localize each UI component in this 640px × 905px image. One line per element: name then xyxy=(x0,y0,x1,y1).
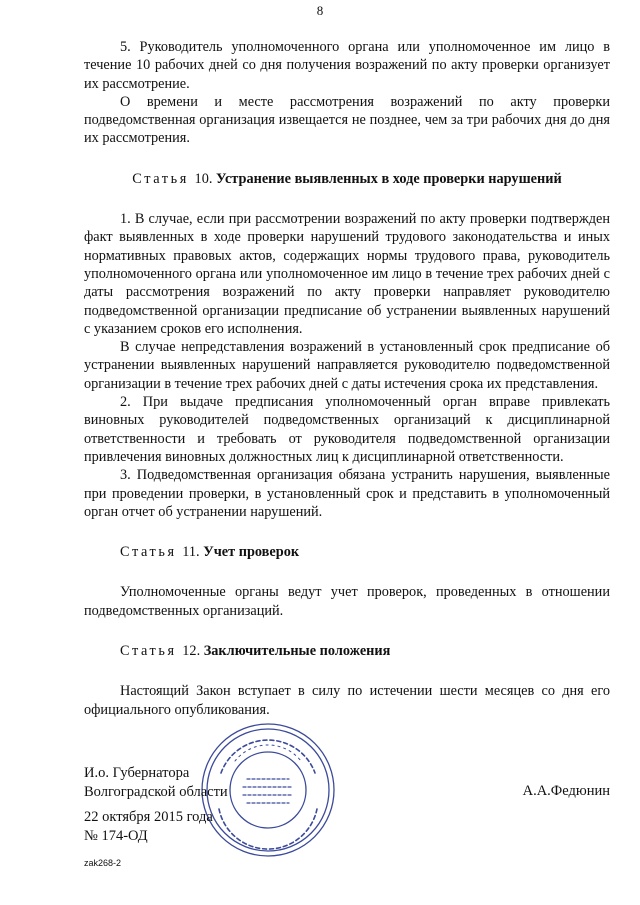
paragraph: 1. В случае, если при рассмотрении возражений по акту проверки подтвержден факт выявленных в ходе проверки нарушений трудового законодательства и иных нормативных правовых актов, содержащих нормы трудового права, руководитель уполномоченного органа или уполномоченное им лицо в течение трех рабочих дней с даты рассмотрения возражений по акту проверки направляет руководителю подведомственной организации предписание об устранении выявленных нарушений с указанием сроков его исполнения. xyxy=(84,211,610,337)
article-11-heading xyxy=(84,543,610,561)
signatory-name: А.А.Федюнин xyxy=(522,783,610,799)
date-block xyxy=(84,808,213,846)
document-body xyxy=(84,38,610,719)
article-number: 11. xyxy=(182,544,200,561)
signature-block xyxy=(84,764,610,802)
paragraph: 3. Подведомственная организация обязана устранить нарушения, выявленные при проведении проверки, в установленный срок и представить в уполномоченный орган отчет об устранении нарушений. xyxy=(84,467,610,520)
article-title: Заключительные положения xyxy=(203,643,391,660)
signatory-position: И.о. Губернатора xyxy=(84,765,190,781)
paragraph: 5. Руководитель уполномоченного органа или уполномоченное им лицо в течение 10 рабочих дней со дня получения возражений по акту проверки организует их рассмотрение. xyxy=(84,39,610,92)
article-label: Статья xyxy=(120,643,177,660)
article-label: Статья xyxy=(132,170,189,187)
paragraph: В случае непредставления возражений в установленный срок предписание об устранении выявленных нарушений направляется руководителю подведомственной организации в течение трех рабочих дней с даты истечения срока их представления. xyxy=(84,339,610,392)
paragraph: Уполномоченные органы ведут учет проверок, проведенных в отношении подведомственных организаций. xyxy=(84,584,610,619)
article-label: Статья xyxy=(120,544,177,561)
signatory-region: Волгоградской области xyxy=(84,784,228,800)
article-title: Учет проверок xyxy=(203,544,300,561)
article-12-heading xyxy=(84,642,610,660)
article-number: 10. xyxy=(194,170,213,187)
page-number: 8 xyxy=(316,3,324,18)
article-number: 12. xyxy=(182,643,201,660)
paragraph: О времени и месте рассмотрения возражений по акту проверки подведомственная организация извещается не позднее, чем за три рабочих дня до дня их рассмотрения. xyxy=(84,93,610,147)
document-number: № 174-ОД xyxy=(84,828,148,844)
paragraph: 2. При выдаче предписания уполномоченный орган вправе привлекать виновных руководителей подведомственных организаций к дисциплинарной ответственности и требовать от руководителя подведомственной организации привлечения виновных должностных лиц к дисциплинарной ответственности. xyxy=(84,394,610,465)
paragraph: Настоящий Закон вступает в силу по истечении шести месяцев со дня его официального опубликования. xyxy=(84,683,610,718)
article-10-heading xyxy=(84,170,610,188)
document-date: 22 октября 2015 года xyxy=(84,809,213,825)
file-reference: zak268-2 xyxy=(84,858,122,868)
article-title: Устранение выявленных в ходе проверки нарушений xyxy=(216,170,562,187)
